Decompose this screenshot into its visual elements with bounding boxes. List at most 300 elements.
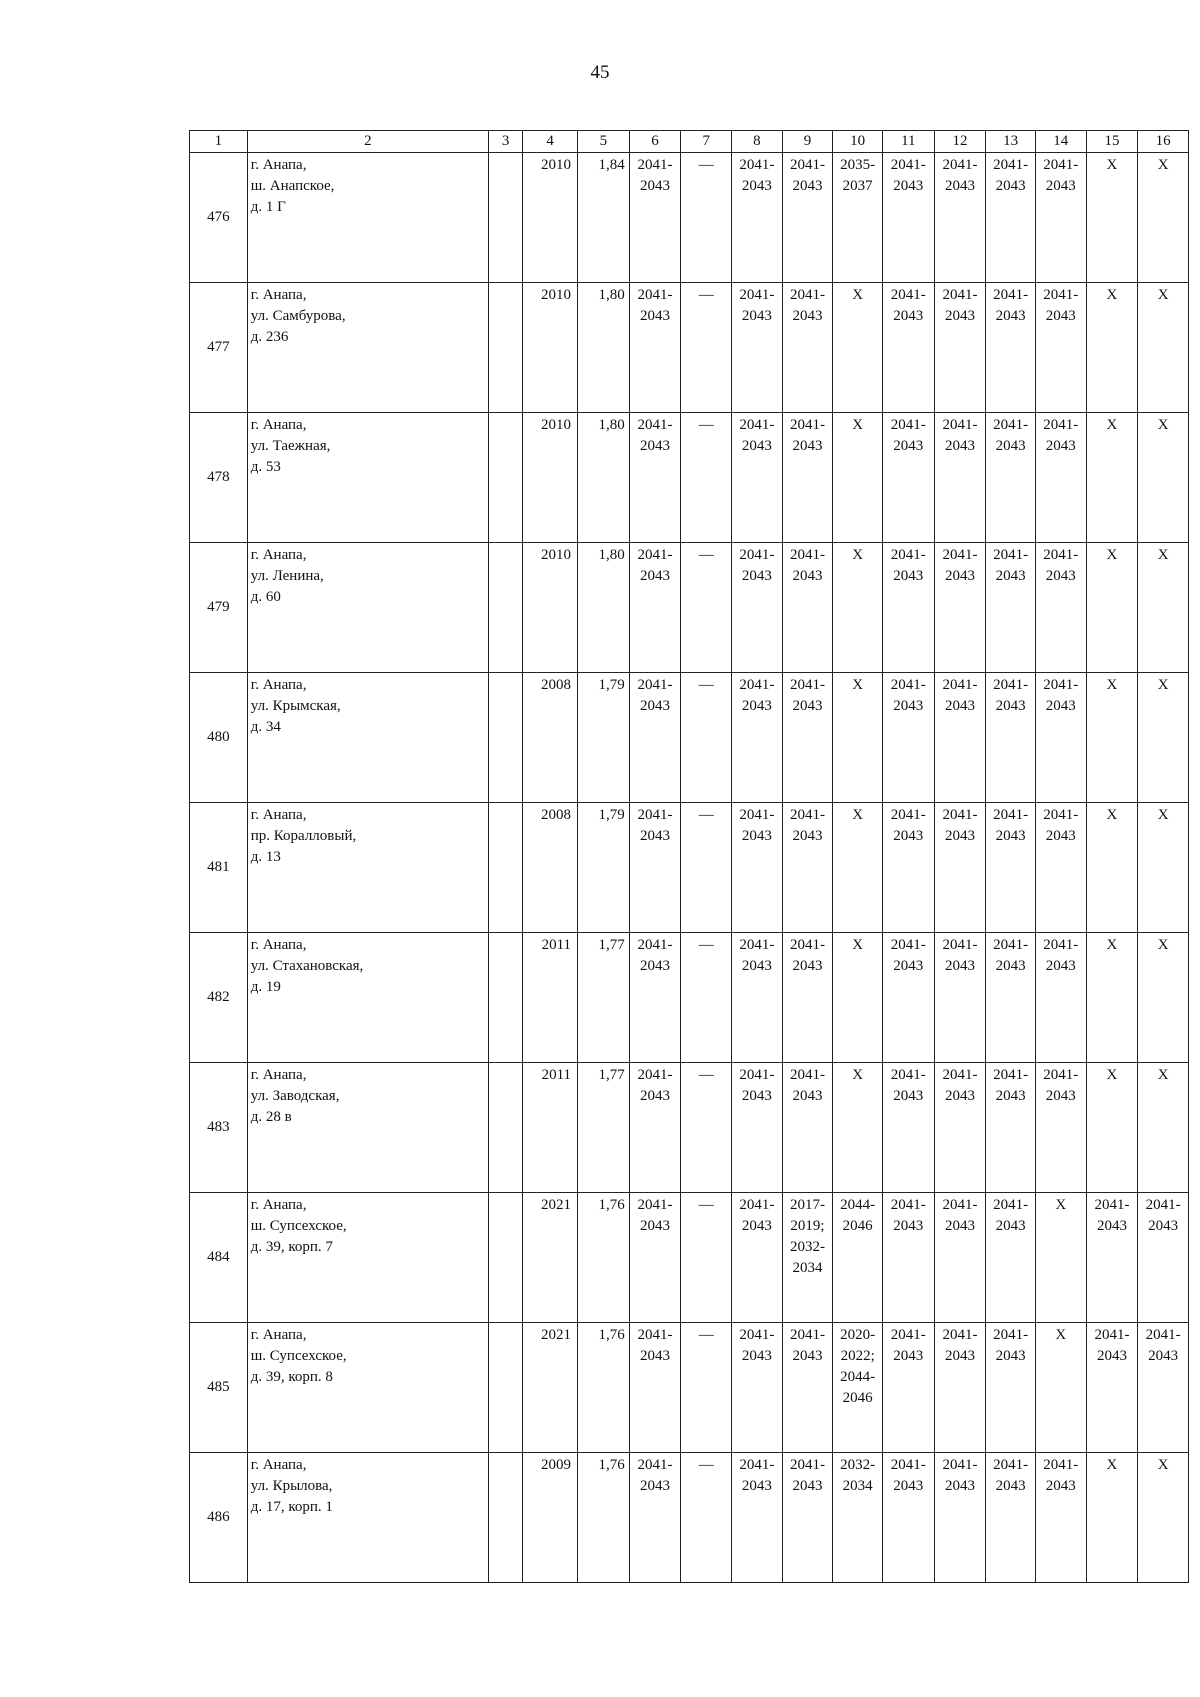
cell-col-15 (1086, 803, 1138, 933)
cell-line: 2041- (1043, 547, 1079, 563)
cell-col-12 (934, 413, 986, 543)
address-line: г. Анапа, (250, 1067, 307, 1083)
cell-line: 2043 (944, 1088, 975, 1104)
cell-col-16 (1138, 1063, 1189, 1193)
cell-col-6 (629, 1063, 681, 1193)
cell-col-13 (986, 673, 1036, 803)
cell-line: 2043 (944, 438, 975, 454)
cell-line: Х (1157, 937, 1169, 953)
address-line: ул. Крылова, (250, 1478, 333, 1494)
cell-line: 2043 (1148, 1348, 1179, 1364)
cell-line: 2041- (790, 287, 825, 303)
address-line: г. Анапа, (250, 937, 307, 953)
cell-line: 2041- (942, 417, 978, 433)
row-number: 485 (190, 1323, 248, 1453)
address-line: д. 39, корп. 8 (250, 1369, 333, 1385)
cell-col-10 (833, 1193, 883, 1323)
cell-line: 2043 (1045, 958, 1076, 974)
cell-line: 2041- (790, 1457, 825, 1473)
cell-line: 2041- (739, 1197, 775, 1213)
cell-col-3 (488, 1453, 522, 1583)
cell-line: 2041- (993, 547, 1029, 563)
cell-line: 2041- (942, 157, 978, 173)
cell-col-12 (934, 933, 986, 1063)
cell-line: Х (852, 417, 864, 433)
address-line: ул. Самбурова, (250, 308, 346, 324)
cell-line: 2041- (890, 1197, 926, 1213)
cell-line: 2043 (741, 1348, 772, 1364)
cell-line: Х (1157, 547, 1169, 563)
cell-line: 2043 (792, 698, 823, 714)
cell-col-13 (986, 1453, 1036, 1583)
cell-col-6 (629, 1193, 681, 1323)
cell-line: 2041- (1094, 1197, 1130, 1213)
cell-col-15 (1086, 283, 1138, 413)
cell-col-3 (488, 1323, 522, 1453)
cell-line: 2041- (790, 677, 825, 693)
cell-col-12 (934, 1453, 986, 1583)
column-header-1: 1 (190, 131, 248, 153)
cell-line: — (698, 937, 714, 953)
cell-col-7 (681, 803, 732, 933)
cell-col-13 (986, 1063, 1036, 1193)
address-line: д. 28 в (250, 1109, 292, 1125)
cell-line: 2041- (942, 937, 978, 953)
cell-col-14 (1035, 283, 1086, 413)
cell-col-16 (1138, 1193, 1189, 1323)
cell-col-15 (1086, 933, 1138, 1063)
index-value-cell: 1,80 (578, 413, 630, 543)
table-row (190, 1453, 1189, 1583)
cell-col-3 (488, 803, 522, 933)
cell-line: 2041- (942, 677, 978, 693)
cell-col-9 (782, 543, 833, 673)
cell-line: 2041- (637, 937, 673, 953)
cell-line: 2043 (893, 1478, 924, 1494)
cell-col-6 (629, 933, 681, 1063)
table-row (190, 803, 1189, 933)
cell-line: 2043 (640, 438, 671, 454)
commission-year-cell: 2021 (523, 1323, 578, 1453)
cell-col-6 (629, 413, 681, 543)
cell-line: 2041- (1043, 417, 1079, 433)
cell-col-8 (732, 803, 783, 933)
cell-line: 2041- (890, 937, 926, 953)
cell-col-10 (833, 1453, 883, 1583)
cell-line: 2041- (993, 1327, 1029, 1343)
cell-col-9 (782, 933, 833, 1063)
cell-col-10 (833, 1063, 883, 1193)
cell-line: 2041- (993, 1197, 1029, 1213)
cell-line: 2041- (739, 547, 775, 563)
table-row (190, 543, 1189, 673)
cell-col-3 (488, 673, 522, 803)
cell-line: 2041- (637, 1197, 673, 1213)
commission-year-cell: 2010 (523, 543, 578, 673)
index-value-cell: 1,76 (578, 1193, 630, 1323)
cell-line: 2043 (995, 1218, 1026, 1234)
cell-line: Х (1055, 1197, 1067, 1213)
cell-col-9 (782, 153, 833, 283)
row-number: 486 (190, 1453, 248, 1583)
cell-col-12 (934, 283, 986, 413)
cell-line: 2043 (640, 1478, 671, 1494)
cell-col-6 (629, 1323, 681, 1453)
address-line: д. 1 Г (250, 199, 286, 215)
cell-col-3 (488, 283, 522, 413)
cell-col-12 (934, 673, 986, 803)
cell-line: 2043 (792, 568, 823, 584)
cell-col-13 (986, 543, 1036, 673)
cell-line: Х (1106, 937, 1118, 953)
address-line: ш. Анапское, (250, 178, 335, 194)
cell-line: 2022; (840, 1348, 875, 1364)
cell-col-12 (934, 1193, 986, 1323)
cell-line: 2043 (1045, 438, 1076, 454)
cell-line: 2043 (944, 308, 975, 324)
address-line: д. 13 (250, 849, 281, 865)
cell-col-9 (782, 413, 833, 543)
cell-line: 2043 (792, 958, 823, 974)
row-number: 477 (190, 283, 248, 413)
table-row (190, 153, 1189, 283)
address-cell (247, 153, 488, 283)
cell-line: 2041- (942, 287, 978, 303)
cell-line: Х (852, 807, 864, 823)
cell-col-16 (1138, 413, 1189, 543)
cell-line: 2034 (842, 1478, 873, 1494)
cell-line: 2041- (942, 1457, 978, 1473)
cell-line: 2041- (890, 287, 926, 303)
column-header-5: 5 (578, 131, 630, 153)
cell-line: 2041- (637, 677, 673, 693)
commission-year-cell: 2010 (523, 283, 578, 413)
cell-col-3 (488, 413, 522, 543)
cell-line: 2043 (893, 1218, 924, 1234)
commission-year-cell: 2008 (523, 803, 578, 933)
cell-col-14 (1035, 1453, 1086, 1583)
address-cell (247, 543, 488, 673)
cell-line: 2041- (790, 1067, 825, 1083)
cell-line: 2043 (792, 178, 823, 194)
cell-col-7 (681, 673, 732, 803)
cell-col-6 (629, 803, 681, 933)
cell-line: 2041- (739, 937, 775, 953)
cell-line: 2043 (995, 1478, 1026, 1494)
cell-line: Х (852, 547, 864, 563)
cell-line: 2041- (790, 1327, 825, 1343)
cell-line: 2041- (637, 1457, 673, 1473)
cell-col-16 (1138, 283, 1189, 413)
cell-line: 2041- (637, 417, 673, 433)
commission-year-cell: 2008 (523, 673, 578, 803)
address-line: д. 60 (250, 589, 281, 605)
table-row (190, 1323, 1189, 1453)
index-value-cell: 1,80 (578, 543, 630, 673)
cell-line: 2043 (792, 308, 823, 324)
cell-col-11 (882, 153, 934, 283)
address-line: г. Анапа, (250, 1327, 307, 1343)
address-line: г. Анапа, (250, 1197, 307, 1213)
address-line: г. Анапа, (250, 1457, 307, 1473)
cell-line: Х (1157, 677, 1169, 693)
cell-line: 2043 (741, 1478, 772, 1494)
cell-col-10 (833, 153, 883, 283)
cell-col-13 (986, 1323, 1036, 1453)
cell-line: 2043 (640, 828, 671, 844)
cell-col-14 (1035, 803, 1086, 933)
cell-col-8 (732, 1453, 783, 1583)
cell-line: 2041- (637, 157, 673, 173)
address-line: ул. Таежная, (250, 438, 331, 454)
cell-col-16 (1138, 1453, 1189, 1583)
cell-col-8 (732, 1193, 783, 1323)
address-line: ул. Стахановская, (250, 958, 364, 974)
cell-line: 2041- (739, 1327, 775, 1343)
cell-col-7 (681, 283, 732, 413)
cell-line: 2041- (739, 287, 775, 303)
cell-line: 2041- (790, 417, 825, 433)
cell-col-14 (1035, 153, 1086, 283)
row-number: 484 (190, 1193, 248, 1323)
column-header-9: 9 (782, 131, 833, 153)
column-header-7: 7 (681, 131, 732, 153)
cell-line: 2043 (893, 1088, 924, 1104)
cell-line: 2043 (995, 958, 1026, 974)
address-line: г. Анапа, (250, 807, 307, 823)
cell-line: Х (1106, 1067, 1118, 1083)
cell-col-9 (782, 1323, 833, 1453)
cell-col-11 (882, 1063, 934, 1193)
cell-line: 2043 (893, 568, 924, 584)
cell-col-10 (833, 673, 883, 803)
cell-col-11 (882, 933, 934, 1063)
cell-col-15 (1086, 1193, 1138, 1323)
cell-col-8 (732, 1063, 783, 1193)
cell-col-7 (681, 543, 732, 673)
cell-line: — (698, 547, 714, 563)
commission-year-cell: 2011 (523, 1063, 578, 1193)
cell-line: 2043 (995, 698, 1026, 714)
cell-line: 2043 (893, 698, 924, 714)
cell-line: 2043 (1045, 1088, 1076, 1104)
cell-line: 2043 (944, 958, 975, 974)
cell-line: 2041- (993, 807, 1029, 823)
cell-line: 2043 (792, 1348, 823, 1364)
cell-line: 2041- (890, 677, 926, 693)
index-value-cell: 1,84 (578, 153, 630, 283)
column-header-11: 11 (882, 131, 934, 153)
cell-col-10 (833, 1323, 883, 1453)
cell-col-14 (1035, 1323, 1086, 1453)
cell-col-10 (833, 543, 883, 673)
cell-col-16 (1138, 803, 1189, 933)
table-row (190, 413, 1189, 543)
cell-line: 2041- (1145, 1327, 1181, 1343)
cell-line: 2019; (790, 1218, 825, 1234)
cell-line: Х (852, 937, 864, 953)
cell-col-9 (782, 1453, 833, 1583)
cell-line: Х (852, 287, 864, 303)
cell-col-11 (882, 1323, 934, 1453)
address-line: ул. Ленина, (250, 568, 324, 584)
cell-col-11 (882, 1193, 934, 1323)
row-number: 483 (190, 1063, 248, 1193)
cell-line: 2043 (944, 1348, 975, 1364)
cell-col-12 (934, 543, 986, 673)
cell-col-15 (1086, 543, 1138, 673)
cell-line: Х (1157, 287, 1169, 303)
cell-line: 2043 (792, 1478, 823, 1494)
cell-line: 2041- (1094, 1327, 1130, 1343)
column-header-10: 10 (833, 131, 883, 153)
commission-year-cell: 2011 (523, 933, 578, 1063)
cell-col-16 (1138, 543, 1189, 673)
cell-col-10 (833, 413, 883, 543)
cell-col-8 (732, 933, 783, 1063)
cell-line: 2041- (790, 157, 825, 173)
cell-line: Х (1106, 807, 1118, 823)
cell-col-12 (934, 1323, 986, 1453)
commission-year-cell: 2009 (523, 1453, 578, 1583)
cell-line: 2041- (993, 1067, 1029, 1083)
cell-line: 2043 (1045, 308, 1076, 324)
cell-line: — (698, 157, 714, 173)
address-cell (247, 673, 488, 803)
cell-line: 2041- (993, 1457, 1029, 1473)
cell-line: 2041- (1043, 287, 1079, 303)
cell-line: 2043 (995, 1348, 1026, 1364)
cell-line: 2041- (890, 157, 926, 173)
cell-col-11 (882, 413, 934, 543)
address-line: д. 39, корп. 7 (250, 1239, 333, 1255)
cell-line: Х (1106, 677, 1118, 693)
index-value-cell: 1,76 (578, 1323, 630, 1453)
table-row (190, 933, 1189, 1063)
cell-col-13 (986, 1193, 1036, 1323)
cell-line: 2043 (741, 1088, 772, 1104)
cell-col-14 (1035, 673, 1086, 803)
cell-line: 2041- (942, 1067, 978, 1083)
cell-col-8 (732, 673, 783, 803)
cell-col-8 (732, 153, 783, 283)
cell-col-15 (1086, 673, 1138, 803)
cell-line: 2032- (790, 1239, 825, 1255)
cell-col-13 (986, 413, 1036, 543)
address-cell (247, 1193, 488, 1323)
cell-line: 2043 (741, 438, 772, 454)
cell-col-6 (629, 543, 681, 673)
row-number: 479 (190, 543, 248, 673)
cell-col-7 (681, 1323, 732, 1453)
cell-line: 2043 (640, 958, 671, 974)
cell-line: 2041- (993, 287, 1029, 303)
address-cell (247, 1323, 488, 1453)
cell-line: 2043 (944, 828, 975, 844)
cell-line: 2041- (890, 417, 926, 433)
commission-year-cell: 2021 (523, 1193, 578, 1323)
cell-col-7 (681, 413, 732, 543)
column-header-8: 8 (732, 131, 783, 153)
registry-body (190, 153, 1189, 1583)
cell-line: Х (1106, 287, 1118, 303)
cell-line: 2044- (840, 1369, 876, 1385)
cell-col-16 (1138, 933, 1189, 1063)
cell-col-8 (732, 283, 783, 413)
index-value-cell: 1,76 (578, 1453, 630, 1583)
cell-line: 2041- (637, 1067, 673, 1083)
cell-line: 2043 (792, 828, 823, 844)
cell-line: — (698, 1197, 714, 1213)
cell-col-9 (782, 283, 833, 413)
cell-col-8 (732, 1323, 783, 1453)
cell-col-13 (986, 153, 1036, 283)
cell-line: 2041- (1043, 937, 1079, 953)
row-number: 476 (190, 153, 248, 283)
cell-line: 2043 (741, 308, 772, 324)
cell-line: 2041- (790, 547, 825, 563)
table-row (190, 283, 1189, 413)
cell-line: 2041- (1043, 1457, 1079, 1473)
cell-line: 2041- (942, 547, 978, 563)
cell-line: 2041- (1145, 1197, 1181, 1213)
cell-line: 2043 (741, 1218, 772, 1234)
cell-line: 2041- (739, 1067, 775, 1083)
address-line: ул. Заводская, (250, 1088, 340, 1104)
cell-col-11 (882, 543, 934, 673)
cell-line: — (698, 287, 714, 303)
address-cell (247, 1063, 488, 1193)
column-header-2: 2 (247, 131, 488, 153)
cell-col-15 (1086, 413, 1138, 543)
cell-col-11 (882, 283, 934, 413)
cell-col-16 (1138, 153, 1189, 283)
cell-line: 2043 (995, 178, 1026, 194)
address-cell (247, 933, 488, 1063)
address-line: г. Анапа, (250, 417, 307, 433)
cell-line: Х (1157, 1457, 1169, 1473)
index-value-cell: 1,80 (578, 283, 630, 413)
cell-col-7 (681, 1453, 732, 1583)
cell-col-3 (488, 933, 522, 1063)
cell-line: Х (1106, 547, 1118, 563)
cell-line: 2043 (1096, 1218, 1127, 1234)
cell-line: 2043 (1045, 1478, 1076, 1494)
cell-line: 2041- (1043, 677, 1079, 693)
address-cell (247, 1453, 488, 1583)
cell-line: 2043 (944, 1478, 975, 1494)
cell-line: 2043 (995, 1088, 1026, 1104)
cell-line: — (698, 1457, 714, 1473)
cell-line: 2043 (944, 1218, 975, 1234)
cell-line: 2041- (890, 1327, 926, 1343)
cell-line: 2043 (1045, 178, 1076, 194)
cell-col-11 (882, 673, 934, 803)
cell-line: 2043 (741, 178, 772, 194)
cell-line: 2043 (792, 1088, 823, 1104)
address-line: пр. Коралловый, (250, 828, 357, 844)
cell-line: 2041- (942, 1327, 978, 1343)
cell-col-16 (1138, 673, 1189, 803)
cell-col-12 (934, 803, 986, 933)
cell-line: — (698, 807, 714, 823)
address-line: д. 19 (250, 979, 281, 995)
cell-line: 2043 (893, 438, 924, 454)
cell-line: 2041- (790, 807, 825, 823)
page-number: 45 (590, 62, 610, 83)
column-header-13: 13 (986, 131, 1036, 153)
cell-col-14 (1035, 933, 1086, 1063)
